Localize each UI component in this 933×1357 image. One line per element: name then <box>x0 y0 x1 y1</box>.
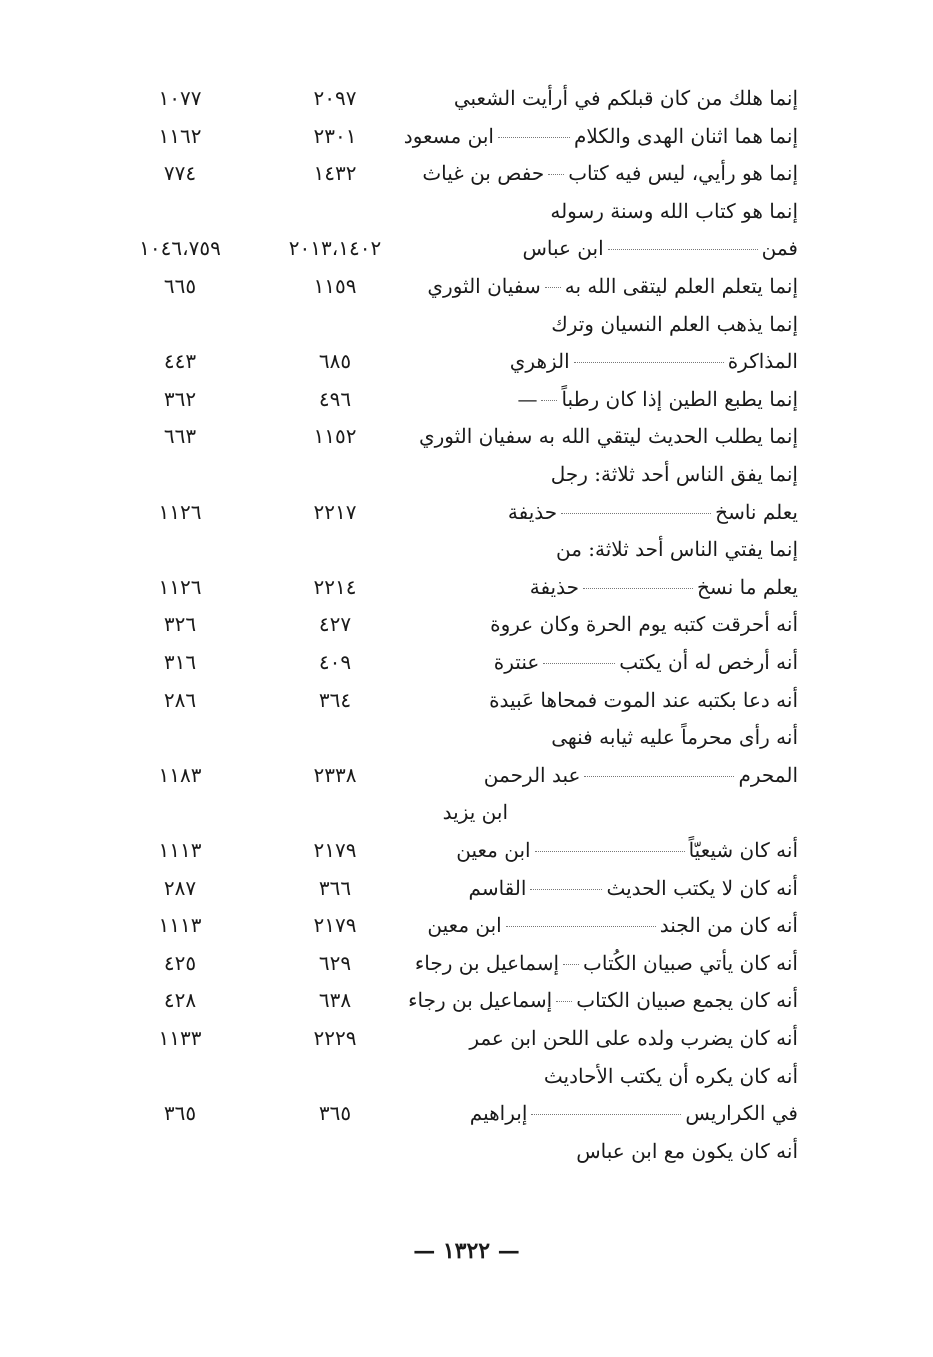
narrator-name: ابن مسعود <box>403 123 494 148</box>
narrator-name: إسماعيل بن رجاء <box>414 950 560 975</box>
index-entry <box>100 719 798 755</box>
entry-text-block <box>550 193 798 229</box>
reference-number: ٢٣٣٨ <box>313 762 357 787</box>
index-entry <box>100 644 798 680</box>
page-reference: ١١٢٦ <box>158 499 202 524</box>
index-entry <box>100 230 798 266</box>
dotted-leader <box>545 287 561 288</box>
entry-phrase: المذاكرة <box>727 349 798 374</box>
index-entry <box>100 418 798 454</box>
narrator-name: عروة <box>490 612 534 637</box>
reference-number: ٣٦٤ <box>318 687 352 712</box>
entry-phrase: يعلم ناسخ <box>715 499 798 524</box>
entry-phrase: أنه رأى محرماً عليه ثيابه فنهى <box>551 725 798 750</box>
index-entry <box>100 155 798 191</box>
reference-number: ١١٥٩ <box>313 274 357 298</box>
page-reference: ٢٨٧ <box>163 875 197 900</box>
index-entry <box>100 1058 798 1094</box>
page-reference: ١١٨٣ <box>158 762 202 787</box>
reference-number: ٤٩٦ <box>318 386 352 411</box>
narrator-name: سفيان الثوري <box>418 424 533 449</box>
index-entry <box>100 982 798 1018</box>
page-reference: ٤٢٨ <box>163 988 197 1013</box>
index-entry <box>100 1095 798 1131</box>
dotted-leader <box>506 926 656 927</box>
index-entry <box>100 870 798 906</box>
entry-phrase: فمن <box>761 236 798 261</box>
reference-number: ٢١٧٩ <box>313 913 357 938</box>
dotted-leader <box>531 1114 681 1115</box>
entry-text-block <box>404 118 798 154</box>
entry-phrase: في الكراريس <box>685 1101 798 1126</box>
entry-text-block <box>551 719 798 755</box>
dotted-leader <box>574 362 724 363</box>
reference-number: ٢٠١٣،١٤٠٢ <box>288 236 382 261</box>
entry-text-block <box>530 569 798 605</box>
entry-phrase: المحرم <box>738 762 798 787</box>
index-entry <box>100 1020 798 1056</box>
entry-text-block <box>508 494 798 530</box>
entry-phrase: أنه كان من الجند <box>659 913 798 938</box>
entry-phrase: إنما هو كتاب الله وسنة رسوله <box>550 198 798 223</box>
page-reference: ٣١٦ <box>163 650 197 674</box>
entry-text-block <box>556 531 798 567</box>
narrator-name: حذيفة <box>529 574 579 599</box>
entry-text-block <box>443 794 508 830</box>
entry-text-block <box>484 757 798 793</box>
page-number: — ١٣٢٢ — <box>413 1238 520 1264</box>
entry-phrase: أنه دعا بكتبه عند الموت فمحاها <box>540 687 798 712</box>
page-reference: ١١٢٦ <box>158 574 202 599</box>
page-reference: ٣٦٥ <box>163 1101 197 1126</box>
index-entry <box>100 268 798 304</box>
narrator-name: ابن عباس <box>522 236 604 261</box>
page-reference: ٤٤٣ <box>163 349 197 374</box>
index-entry <box>100 832 798 868</box>
dotted-leader <box>535 851 685 852</box>
narrator-name: إبراهيم <box>469 1101 528 1126</box>
reference-number: ٦٢٩ <box>318 950 352 975</box>
index-entry <box>100 794 798 830</box>
dotted-leader <box>541 400 557 401</box>
page-reference: ١٠٤٦،٧٥٩ <box>139 236 221 261</box>
page-reference: ٦٦٥ <box>163 274 197 298</box>
narrator-name: ابن يزيد <box>442 800 508 825</box>
entry-phrase: إنما يفتي الناس أحد ثلاثة: من <box>555 537 798 562</box>
entry-text-block <box>415 945 798 981</box>
narrator-name: الشعبي <box>453 86 516 110</box>
entry-text-block <box>427 268 798 304</box>
dotted-leader <box>561 513 711 514</box>
reference-number: ٢٢١٧ <box>313 499 357 524</box>
entry-text-block <box>422 155 798 191</box>
index-entry <box>100 945 798 981</box>
entry-phrase: أنه كان يكون مع ابن عباس <box>576 1138 798 1163</box>
entry-text-block <box>427 907 798 943</box>
reference-number: ٤٠٩ <box>318 650 352 674</box>
entry-phrase: إنما يفق الناس أحد ثلاثة: رجل <box>550 462 798 486</box>
page-reference: ١١٣٣ <box>158 1026 202 1050</box>
reference-number: ٢١٧٩ <box>313 838 357 862</box>
page-reference: ١١١٣ <box>158 913 202 938</box>
dotted-leader <box>583 588 693 589</box>
entry-phrase: أنه كان يجمع صبيان الكتاب <box>576 988 798 1013</box>
entry-phrase: أنه أرخص له أن يكتب <box>619 650 798 674</box>
entry-phrase: أنه كان يكره أن يكتب الأحاديث <box>543 1063 798 1088</box>
entry-text-block <box>551 306 798 342</box>
reference-number: ٢٠٩٧ <box>313 86 357 110</box>
index-entry <box>100 682 798 718</box>
entry-phrase: إنما هو رأيي، ليس فيه كتاب <box>568 161 798 186</box>
index-entry <box>100 118 798 154</box>
narrator-name: الزهري <box>509 349 570 374</box>
index-entry <box>100 1133 798 1169</box>
page-reference: ٤٢٥ <box>163 950 197 975</box>
entry-text-block <box>544 1058 798 1094</box>
entry-text-block <box>419 418 798 454</box>
entry-text-block <box>522 230 798 266</box>
reference-number: ٢٢٢٩ <box>313 1026 357 1050</box>
dotted-leader <box>556 1001 572 1002</box>
index-entry <box>100 381 798 417</box>
narrator-name: سفيان الثوري <box>427 274 541 298</box>
dotted-leader <box>563 964 579 965</box>
narrator-name: إسماعيل بن رجاء <box>408 988 553 1013</box>
entry-text-block <box>490 606 798 642</box>
narrator-name: عنترة <box>493 650 540 674</box>
page-reference: ١١٦٢ <box>158 123 202 148</box>
entry-text-block <box>489 682 798 718</box>
page-reference: ٣٦٢ <box>163 386 197 411</box>
page-reference: ١١١٣ <box>158 838 202 862</box>
entry-text-block <box>454 80 798 116</box>
reference-number: ٣٦٥ <box>318 1101 352 1126</box>
page-reference: ٦٦٣ <box>163 424 197 449</box>
narrator-name: ابن عمر <box>469 1026 537 1050</box>
index-entry <box>100 907 798 943</box>
reference-number: ١٤٣٢ <box>313 161 357 186</box>
entry-phrase: إنما يذهب العلم النسيان وترك <box>551 311 798 336</box>
reference-number: ٣٦٦ <box>318 875 352 900</box>
entry-phrase: إنما هما اثنان الهدى والكلام <box>573 123 798 148</box>
dotted-leader <box>584 776 734 777</box>
index-entry <box>100 757 798 793</box>
entry-phrase: أنه كان يأتي صبيان الكُتاب <box>583 950 798 975</box>
entry-text-block <box>510 343 798 379</box>
index-entry <box>100 80 798 116</box>
entry-phrase: أنه أحرقت كتبه يوم الحرة وكان <box>539 612 798 637</box>
reference-number: ٢٢١٤ <box>313 574 357 599</box>
reference-number: ٦٣٨ <box>318 988 352 1013</box>
entry-phrase: أنه كان لا يكتب الحديث <box>606 875 798 900</box>
entry-phrase: أنه كان شيعيّاً <box>688 838 798 862</box>
narrator-name: حذيفة <box>507 499 558 524</box>
page-reference: ٧٧٤ <box>163 161 197 186</box>
entry-text-block <box>469 1020 798 1056</box>
reference-number: ٢٣٠١ <box>313 123 357 148</box>
index-entry <box>100 569 798 605</box>
index-entry <box>100 343 798 379</box>
entry-text-block <box>408 982 798 1018</box>
narrator-name: — <box>517 386 538 411</box>
dotted-leader <box>543 663 615 664</box>
entry-phrase: إنما يتعلم العلم ليتقى الله به <box>564 274 798 298</box>
narrator-name: حفص بن غياث <box>422 161 545 186</box>
narrator-name: عَبيدة <box>489 687 535 712</box>
entry-text-block <box>469 870 798 906</box>
entry-phrase: إنما يطلب الحديث ليتقي الله به <box>538 424 798 449</box>
dotted-leader <box>530 889 602 890</box>
entry-phrase: يعلم ما نسخ <box>697 574 798 599</box>
entry-phrase: أنه كان يضرب ولده على اللحن <box>542 1026 798 1050</box>
entry-text-block <box>494 644 798 680</box>
index-entry <box>100 306 798 342</box>
index-entry <box>100 494 798 530</box>
entry-text-block <box>551 456 798 492</box>
page-reference: ١٠٧٧ <box>158 86 202 110</box>
index-entry <box>100 531 798 567</box>
narrator-name: ابن معين <box>427 913 502 938</box>
reference-number: ٤٢٧ <box>318 612 352 637</box>
entry-phrase: إنما يطبع الطين إذا كان رطباً <box>561 386 798 411</box>
index-entry <box>100 606 798 642</box>
narrator-name: القاسم <box>468 875 527 900</box>
narrator-name: ابن معين <box>456 838 531 862</box>
index-entry <box>100 456 798 492</box>
dotted-leader <box>608 249 758 250</box>
narrator-name: عبد الرحمن <box>483 762 581 787</box>
index-entry <box>100 193 798 229</box>
dotted-leader <box>548 174 564 175</box>
reference-number: ٦٨٥ <box>318 349 352 374</box>
page-reference: ٣٢٦ <box>163 612 197 637</box>
entry-phrase: إنما هلك من كان قبلكم في أرأيت <box>522 86 798 110</box>
entry-text-block <box>517 381 798 417</box>
entry-text-block <box>576 1133 798 1169</box>
dotted-leader <box>498 137 570 138</box>
entry-text-block <box>456 832 798 868</box>
reference-number: ١١٥٢ <box>313 424 357 449</box>
entry-text-block <box>470 1095 798 1131</box>
page-reference: ٢٨٦ <box>163 687 197 712</box>
